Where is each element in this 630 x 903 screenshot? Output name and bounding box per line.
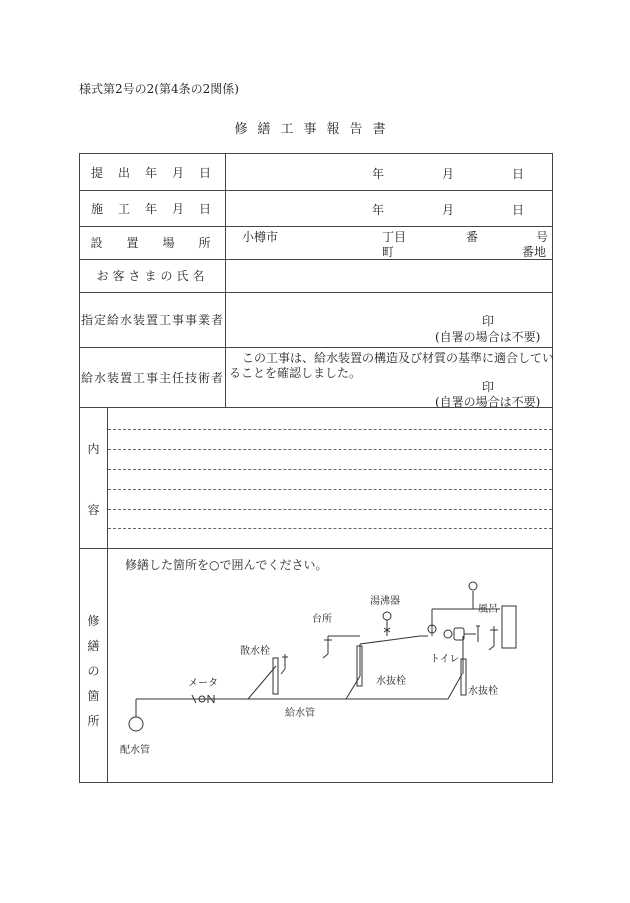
repair-label-char-3: の: [87, 664, 100, 678]
column-divider: [225, 154, 226, 407]
row-divider: [80, 548, 552, 549]
chief-engineer-statement-line2: ることを確認しました。: [229, 366, 362, 380]
form-number: 様式第2号の2(第4条の2関係): [79, 82, 239, 96]
chief-engineer-seal-mark: 印: [482, 380, 495, 394]
column-divider: [107, 407, 108, 783]
customer-name-label: お客さまの氏名: [96, 269, 209, 283]
content-label-top: 内: [87, 442, 100, 456]
submission-month-unit: 月: [442, 167, 455, 181]
submission-year-unit: 年: [372, 167, 385, 181]
location-chome-unit: 丁目: [382, 230, 407, 244]
location-label: 設置場所: [90, 236, 235, 250]
toilet-symbol: [444, 626, 480, 642]
bath-faucet-symbol: [489, 626, 498, 650]
diagram-drain-tap-2: 水抜栓: [468, 686, 498, 697]
chief-engineer-seal-note: (自署の場合は不要): [435, 395, 541, 409]
document-title: 修繕工事報告書: [234, 122, 396, 137]
content-writing-line: [108, 469, 552, 470]
drain-branch-1: [346, 676, 360, 699]
repair-label-char-4: 箇: [87, 689, 100, 703]
sprinkler-tap-symbol: [281, 654, 288, 674]
water-main-symbol: [129, 717, 143, 731]
submission-day-unit: 日: [512, 167, 525, 181]
repair-instruction: 修繕した箇所を○で囲んでください。: [125, 558, 328, 572]
drain-branch-2: [448, 674, 462, 699]
content-writing-line: [108, 449, 552, 450]
diagram-drain-tap-1: 水抜栓: [376, 676, 406, 687]
construction-day-unit: 日: [512, 203, 525, 217]
contractor-seal-note: (自署の場合は不要): [435, 330, 541, 344]
report-form-table: [79, 153, 553, 783]
diagram-kitchen: 台所: [312, 614, 332, 625]
construction-year-unit: 年: [372, 203, 385, 217]
content-writing-line: [108, 528, 552, 529]
location-banchi-unit: 番地: [522, 245, 547, 259]
meter-symbol: [192, 695, 214, 703]
repair-label-char-1: 修: [87, 614, 100, 628]
diagram-meter: メータ: [188, 678, 218, 689]
diagram-water-heater: 湯沸器: [370, 596, 400, 607]
location-cho-unit: 町: [382, 245, 395, 259]
chief-engineer-statement-line1: この工事は、給水装置の構造及び材質の基準に適合してい: [242, 351, 555, 365]
content-label-bottom: 容: [87, 503, 100, 517]
bath-heater-symbol: [469, 582, 477, 590]
location-go-unit: 号: [536, 230, 549, 244]
water-heater-symbol: [383, 612, 391, 620]
contractor-seal-mark: 印: [482, 314, 495, 328]
diagram-bath: 風呂: [478, 604, 498, 615]
kitchen-line: [360, 636, 420, 644]
construction-month-unit: 月: [442, 203, 455, 217]
diagram-main-pipe: 配水管: [120, 745, 150, 756]
chief-engineer-label: 給水装置工事主任技術者: [80, 370, 224, 385]
contractor-label: 指定給水装置工事事業者: [80, 313, 224, 327]
location-ban-unit: 番: [466, 230, 479, 244]
repair-label-char-2: 繕: [87, 639, 100, 653]
repair-label-char-5: 所: [87, 714, 100, 728]
diagram-sprinkler-tap: 散水栓: [240, 646, 270, 657]
sprinkler-tap-box: [273, 658, 278, 694]
content-writing-line: [108, 509, 552, 510]
submission-date-label: 提出年月日: [91, 165, 227, 180]
content-writing-line: [108, 429, 552, 430]
construction-date-label: 施工年月日: [91, 201, 227, 216]
kitchen-faucet-symbol: [323, 636, 332, 658]
diagram-supply-pipe: 給水管: [285, 708, 315, 719]
bath-tub-box: [502, 606, 516, 648]
drain-tap-2-box: [461, 659, 466, 695]
diagram-toilet: トイレ: [430, 654, 460, 665]
content-writing-line: [108, 489, 552, 490]
location-city: 小樽市: [242, 230, 279, 244]
drain-tap-1-box: [357, 646, 362, 686]
sprinkler-branch: [248, 666, 276, 699]
